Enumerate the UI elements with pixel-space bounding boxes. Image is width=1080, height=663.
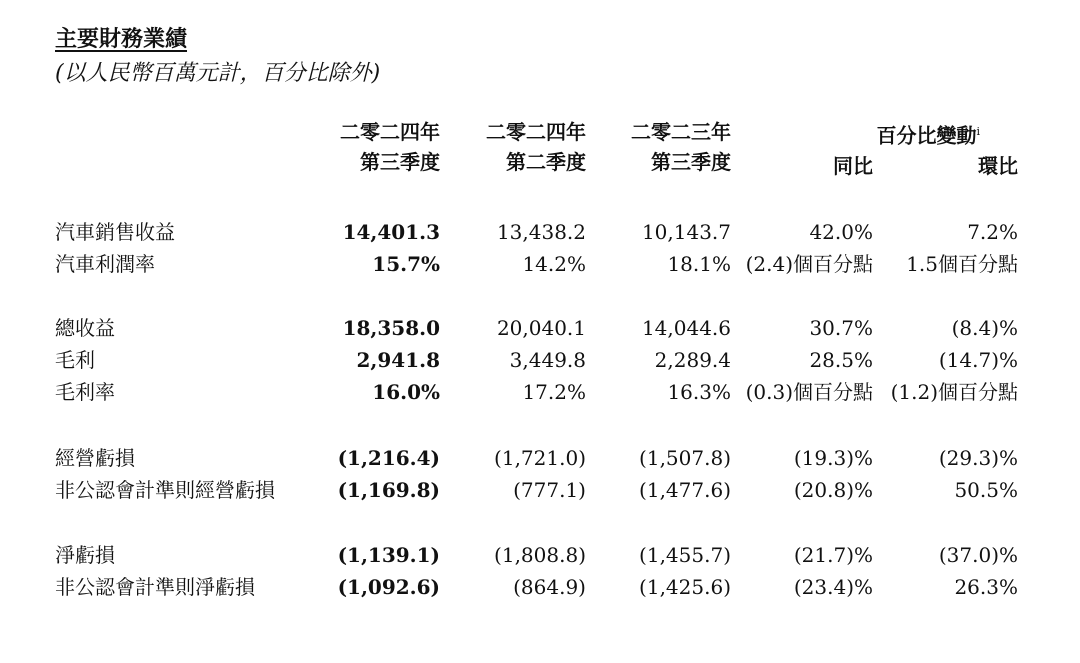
column-header-year: 二零二三年: [631, 120, 731, 144]
column-header-quarter: 第三季度: [360, 150, 440, 174]
percent-change-label: 百分比變動: [876, 123, 977, 148]
units-note: (以人民幣百萬元計，百分比除外): [55, 61, 381, 86]
row-group: [0, 312, 1080, 408]
table-row: [0, 442, 1080, 474]
value-2024-q2: 20,040.1: [496, 316, 586, 340]
value-qoq-change: (37.0)%: [938, 543, 1018, 567]
value-2023-q3: (1,425.6): [639, 575, 731, 599]
value-yoy-change: 42.0%: [809, 220, 873, 244]
table-row: [0, 312, 1080, 344]
table-row: [0, 539, 1080, 571]
table-row: [0, 216, 1080, 248]
value-2024-q2: 14.2%: [522, 252, 586, 276]
column-header-year: 二零二四年: [486, 120, 586, 144]
value-qoq-change: 1.5個百分點: [906, 252, 1018, 276]
value-2023-q3: 14,044.6: [641, 316, 731, 340]
column-header-quarter: 第二季度: [506, 150, 586, 174]
column-header-percent-change: [876, 117, 980, 151]
value-2024-q2: (777.1): [513, 478, 586, 502]
value-2023-q3: 10,143.7: [641, 220, 731, 244]
value-qoq-change: (14.7)%: [938, 348, 1018, 372]
column-header-qoq: 環比: [978, 154, 1018, 178]
column-header-2023-q3: [631, 117, 731, 177]
value-2024-q2: 3,449.8: [509, 348, 586, 372]
row-label: 汽車銷售收益: [55, 220, 175, 244]
value-qoq-change: 7.2%: [967, 220, 1018, 244]
row-label: 非公認會計準則經營虧損: [55, 478, 275, 502]
value-2023-q3: (1,507.8): [639, 446, 731, 470]
footnote-marker: i: [976, 125, 980, 138]
row-label: 毛利率: [55, 380, 115, 404]
value-yoy-change: (2.4)個百分點: [745, 252, 873, 276]
value-yoy-change: 30.7%: [809, 316, 873, 340]
table-row: [0, 248, 1080, 280]
value-2023-q3: (1,455.7): [639, 543, 731, 567]
row-group: [0, 442, 1080, 506]
row-label: 毛利: [55, 348, 95, 372]
table-row: [0, 571, 1080, 603]
row-label: 總收益: [55, 316, 115, 340]
value-yoy-change: 28.5%: [809, 348, 873, 372]
column-header-quarter: 第三季度: [651, 150, 731, 174]
value-qoq-change: 26.3%: [954, 575, 1018, 599]
page-title: 主要財務業績: [55, 26, 188, 52]
value-2023-q3: 16.3%: [667, 380, 731, 404]
value-yoy-change: (23.4)%: [793, 575, 873, 599]
row-label: 淨虧損: [55, 543, 115, 567]
value-2024-q3: (1,092.6): [337, 575, 440, 599]
column-header-yoy: 同比: [833, 154, 873, 178]
table-row: [0, 344, 1080, 376]
value-2024-q3: 15.7%: [372, 252, 440, 276]
row-group: [0, 216, 1080, 280]
row-group: [0, 539, 1080, 603]
value-2024-q2: 17.2%: [522, 380, 586, 404]
value-2024-q2: (1,721.0): [494, 446, 586, 470]
value-yoy-change: (19.3)%: [793, 446, 873, 470]
column-header-year: 二零二四年: [340, 120, 440, 144]
row-label: 非公認會計準則淨虧損: [55, 575, 255, 599]
value-2024-q3: 16.0%: [372, 380, 440, 404]
value-qoq-change: (29.3)%: [938, 446, 1018, 470]
value-2024-q3: 2,941.8: [356, 348, 440, 372]
value-2023-q3: 18.1%: [667, 252, 731, 276]
row-label: 經營虧損: [55, 446, 135, 470]
row-label: 汽車利潤率: [55, 252, 155, 276]
column-header-2024-q3: [340, 117, 440, 177]
value-yoy-change: (20.8)%: [793, 478, 873, 502]
value-yoy-change: (21.7)%: [793, 543, 873, 567]
value-2024-q3: (1,139.1): [337, 543, 440, 567]
value-qoq-change: (1.2)個百分點: [890, 380, 1018, 404]
table-row: [0, 376, 1080, 408]
value-2023-q3: 2,289.4: [654, 348, 731, 372]
value-2024-q3: (1,216.4): [337, 446, 440, 470]
value-2024-q3: 14,401.3: [342, 220, 440, 244]
value-qoq-change: (8.4)%: [951, 316, 1018, 340]
value-yoy-change: (0.3)個百分點: [745, 380, 873, 404]
value-2024-q3: 18,358.0: [342, 316, 440, 340]
table-row: [0, 474, 1080, 506]
value-2023-q3: (1,477.6): [639, 478, 731, 502]
value-qoq-change: 50.5%: [954, 478, 1018, 502]
column-header-2024-q2: [486, 117, 586, 177]
value-2024-q2: 13,438.2: [496, 220, 586, 244]
value-2024-q3: (1,169.8): [337, 478, 440, 502]
value-2024-q2: (864.9): [513, 575, 586, 599]
value-2024-q2: (1,808.8): [494, 543, 586, 567]
